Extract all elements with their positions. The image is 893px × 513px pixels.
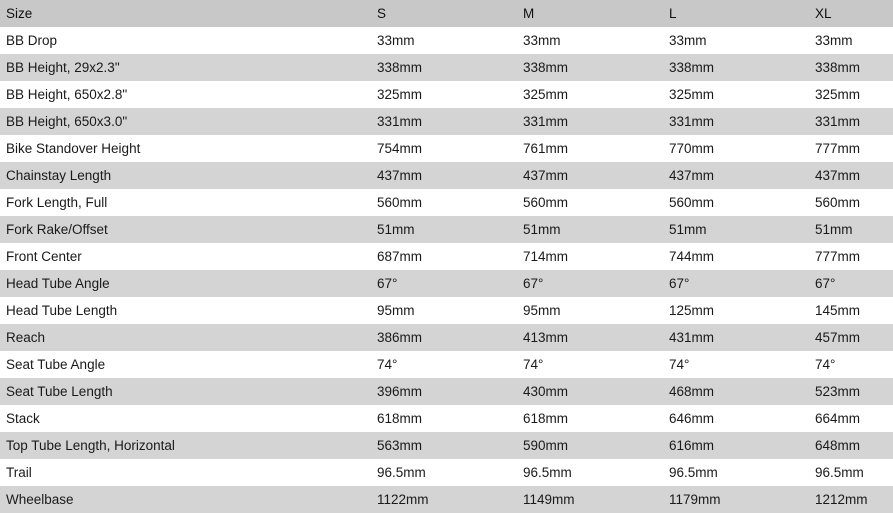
cell-size-xl: 96.5mm [815, 465, 864, 480]
table-row [0, 324, 893, 351]
cell-size-m: 618mm [523, 411, 569, 426]
cell-size-xl: 145mm [815, 303, 861, 318]
cell-size-s: 74° [377, 357, 398, 372]
table-row [0, 351, 893, 378]
table-row [0, 162, 893, 189]
column-header-s: S [377, 6, 387, 21]
table-row [0, 459, 893, 486]
cell-size-xl: 51mm [815, 222, 853, 237]
cell-size-l: 1179mm [669, 492, 721, 507]
cell-size-m: 33mm [523, 33, 561, 48]
row-label: Front Center [6, 249, 82, 264]
cell-size-m: 51mm [523, 222, 561, 237]
cell-size-m: 714mm [523, 249, 569, 264]
cell-size-s: 325mm [377, 87, 423, 102]
cell-size-l: 74° [669, 357, 690, 372]
table-body [0, 27, 893, 513]
table-row [0, 270, 893, 297]
row-label: BB Height, 650x3.0" [6, 114, 128, 129]
cell-size-xl: 331mm [815, 114, 861, 129]
row-label: Head Tube Length [6, 303, 118, 318]
cell-size-l: 338mm [669, 60, 715, 75]
cell-size-l: 468mm [669, 384, 715, 399]
cell-size-m: 1149mm [523, 492, 575, 507]
row-label: Wheelbase [6, 492, 74, 507]
row-label: Bike Standover Height [6, 141, 141, 156]
cell-size-m: 413mm [523, 330, 569, 345]
cell-size-l: 616mm [669, 438, 715, 453]
row-label: BB Height, 29x2.3" [6, 60, 120, 75]
row-label: Chainstay Length [6, 168, 112, 183]
row-label: Fork Length, Full [6, 195, 108, 210]
cell-size-m: 95mm [523, 303, 561, 318]
cell-size-xl: 523mm [815, 384, 861, 399]
cell-size-m: 67° [523, 276, 544, 291]
table-row [0, 243, 893, 270]
row-label: Fork Rake/Offset [6, 222, 108, 237]
cell-size-s: 386mm [377, 330, 423, 345]
cell-size-s: 563mm [377, 438, 423, 453]
cell-size-s: 396mm [377, 384, 423, 399]
cell-size-l: 67° [669, 276, 690, 291]
cell-size-s: 33mm [377, 33, 415, 48]
cell-size-m: 325mm [523, 87, 569, 102]
row-label: Seat Tube Angle [6, 357, 106, 372]
cell-size-s: 754mm [377, 141, 423, 156]
cell-size-xl: 457mm [815, 330, 861, 345]
cell-size-m: 74° [523, 357, 544, 372]
row-label: BB Height, 650x2.8" [6, 87, 128, 102]
cell-size-l: 96.5mm [669, 465, 718, 480]
cell-size-m: 437mm [523, 168, 569, 183]
row-label: Top Tube Length, Horizontal [6, 438, 175, 453]
cell-size-l: 331mm [669, 114, 715, 129]
cell-size-m: 761mm [523, 141, 569, 156]
cell-size-xl: 648mm [815, 438, 861, 453]
cell-size-s: 687mm [377, 249, 423, 264]
cell-size-m: 331mm [523, 114, 569, 129]
column-header-l: L [669, 6, 677, 21]
cell-size-l: 437mm [669, 168, 715, 183]
cell-size-l: 125mm [669, 303, 715, 318]
table-row [0, 378, 893, 405]
cell-size-xl: 33mm [815, 33, 853, 48]
cell-size-l: 646mm [669, 411, 715, 426]
cell-size-xl: 777mm [815, 141, 861, 156]
cell-size-xl: 338mm [815, 60, 861, 75]
table-row [0, 135, 893, 162]
cell-size-m: 590mm [523, 438, 569, 453]
cell-size-xl: 560mm [815, 195, 861, 210]
cell-size-s: 96.5mm [377, 465, 426, 480]
table-row [0, 486, 893, 513]
table-row [0, 54, 893, 81]
cell-size-s: 618mm [377, 411, 423, 426]
cell-size-xl: 74° [815, 357, 836, 372]
cell-size-l: 770mm [669, 141, 715, 156]
cell-size-s: 338mm [377, 60, 423, 75]
cell-size-l: 33mm [669, 33, 707, 48]
cell-size-s: 560mm [377, 195, 423, 210]
cell-size-s: 437mm [377, 168, 423, 183]
row-label: Head Tube Angle [6, 276, 110, 291]
cell-size-m: 338mm [523, 60, 569, 75]
cell-size-l: 325mm [669, 87, 715, 102]
table-row [0, 81, 893, 108]
column-header-m: M [523, 6, 535, 21]
row-label: BB Drop [6, 33, 58, 48]
row-label: Reach [6, 330, 46, 345]
cell-size-m: 560mm [523, 195, 569, 210]
row-label: Stack [6, 411, 40, 426]
row-label: Seat Tube Length [6, 384, 113, 399]
table-row [0, 216, 893, 243]
cell-size-m: 96.5mm [523, 465, 572, 480]
cell-size-s: 1122mm [377, 492, 429, 507]
table-row [0, 27, 893, 54]
cell-size-xl: 664mm [815, 411, 861, 426]
row-label: Trail [6, 465, 32, 480]
cell-size-l: 744mm [669, 249, 715, 264]
cell-size-s: 51mm [377, 222, 415, 237]
table-row [0, 405, 893, 432]
cell-size-l: 51mm [669, 222, 707, 237]
cell-size-s: 67° [377, 276, 398, 291]
cell-size-l: 560mm [669, 195, 715, 210]
table-header-row [0, 0, 893, 27]
cell-size-xl: 437mm [815, 168, 861, 183]
table-row [0, 189, 893, 216]
cell-size-m: 430mm [523, 384, 569, 399]
cell-size-xl: 67° [815, 276, 836, 291]
table-row [0, 432, 893, 459]
cell-size-s: 95mm [377, 303, 415, 318]
table-row [0, 108, 893, 135]
cell-size-l: 431mm [669, 330, 715, 345]
column-header-xl: XL [815, 6, 832, 21]
column-header-size: Size [6, 6, 33, 21]
table-header [0, 0, 893, 27]
cell-size-xl: 1212mm [815, 492, 868, 507]
table-row [0, 297, 893, 324]
cell-size-xl: 777mm [815, 249, 861, 264]
cell-size-xl: 325mm [815, 87, 861, 102]
cell-size-s: 331mm [377, 114, 423, 129]
